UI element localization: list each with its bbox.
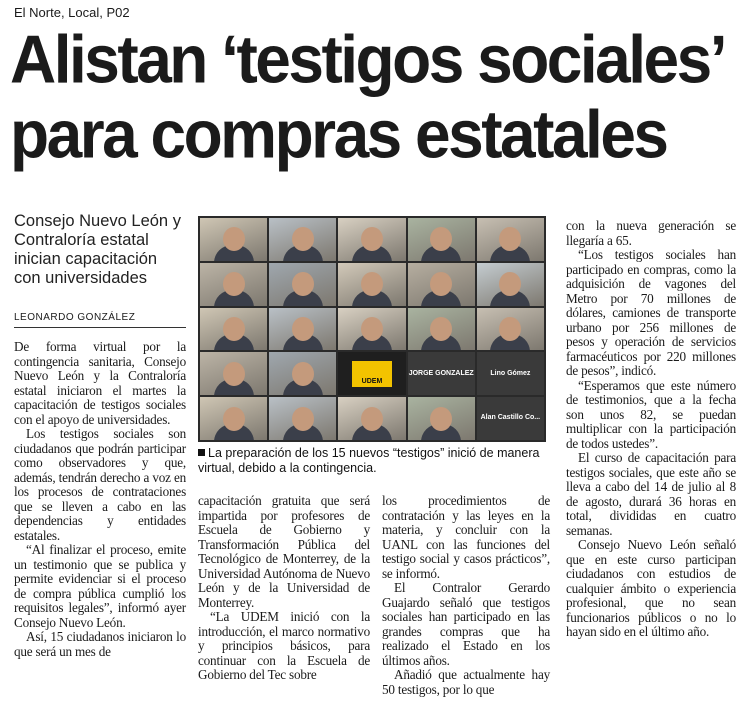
- deck-subheadline: Consejo Nuevo León y Contraloría estatal inician capacitación con universidades: [14, 212, 181, 287]
- paragraph: “Los testigos sociales han participado en compras, como la adquisición de vagones del Metro por 70 millones de dólares, camiones de transporte urbano por 256 millones de pesos y operación de servicios farmacéuticos por 220 millones de pesos”, indicó.: [566, 247, 736, 378]
- participant-tile: [269, 352, 336, 395]
- participant-tile: [477, 263, 544, 306]
- paragraph: “Al finalizar el proceso, emite un testimonio que se publica y permite evidenciar si el proceso de compra pública cumplió los requisitos legales”, informó ayer Consejo Nuevo León.: [14, 542, 186, 630]
- headline: Alistan ‘testigos sociales’ para compras estatales: [10, 20, 722, 173]
- participant-tile: [408, 308, 475, 351]
- paragraph: Así, 15 ciudadanos iniciaron lo que será un mes de: [14, 629, 186, 659]
- participant-tile: [200, 263, 267, 306]
- byline: LEONARDO GONZÁLEZ: [14, 312, 186, 328]
- participant-face: [223, 362, 245, 386]
- paragraph: los procedimientos de contratación y las leyes en la materia, y concluir con la UANL con las funciones del testigo social y casos prácticos”, se informó.: [382, 493, 550, 581]
- participant-tile: [269, 263, 336, 306]
- participant-face: [292, 407, 314, 431]
- participant-tile: [269, 397, 336, 440]
- participant-face: [430, 407, 452, 431]
- participant-face: [223, 317, 245, 341]
- participant-tile: [338, 308, 405, 351]
- participant-tile: [338, 397, 405, 440]
- paragraph: El Contralor Gerardo Guajardo señaló que testigos sociales han participado en las grandes compras que ha realizado el Estado en los últimos años.: [382, 580, 550, 668]
- paragraph: capacitación gratuita que será impartida por profesores de Escuela de Gobierno y Transformación Pública del Tecnológico de Monterrey, de la Universidad Autónoma de Nuevo León y de la Universidad de Monterrey.: [198, 493, 370, 610]
- participant-tile: [477, 397, 544, 440]
- participant-face: [223, 272, 245, 296]
- udem-logo: UDEM: [352, 361, 392, 387]
- participant-tile: [338, 263, 405, 306]
- participant-name-label: Lino Gómez: [490, 369, 531, 377]
- paragraph: El curso de capacitación para testigos sociales, que este año se lleva a cabo del 14 de julio al 8 de agosto, durará 36 horas en total, divididas en cuatro semanas.: [566, 450, 736, 538]
- participant-tile: [477, 218, 544, 261]
- participant-tile: [408, 218, 475, 261]
- paragraph: Consejo Nuevo León señaló que en este curso participan ciudadanos con estudios de cualquier ámbito o experiencia profesional, que no sean funcionarios públicos o no lo hayan sido en el último año.: [566, 537, 736, 639]
- participant-face: [292, 362, 314, 386]
- participant-tile: [408, 263, 475, 306]
- participant-tile: [200, 218, 267, 261]
- article-column-3: [382, 494, 550, 697]
- participant-name-label: Alan Castillo Co...: [480, 414, 541, 422]
- participant-tile: [200, 308, 267, 351]
- participant-tile: [200, 397, 267, 440]
- participant-face: [223, 407, 245, 431]
- paragraph: “La UDEM inició con la introducción, el marco normativo y principios básicos, para continuar con la Escuela de Gobierno del Tec sobre: [198, 609, 370, 682]
- participant-face: [292, 272, 314, 296]
- participant-tile: [477, 352, 544, 395]
- participant-tile: [477, 308, 544, 351]
- participant-tile: [338, 218, 405, 261]
- photo-caption: [198, 446, 546, 476]
- paragraph: Añadió que actualmente hay 50 testigos, por lo que: [382, 667, 550, 697]
- participant-tile: [338, 352, 405, 395]
- participant-tile: [269, 308, 336, 351]
- participant-face: [292, 227, 314, 251]
- source-line: El Norte, Local, P02: [14, 5, 130, 20]
- paragraph: Los testigos sociales son ciudadanos que podrán participar como observadores y que, además, tendrán derecho a voz en los procesos de contrataciones que se lleven a cabo en las dependencias y entidades estatales.: [14, 426, 186, 543]
- paragraph: “Esperamos que este número de testimonios, que a la fecha son unos 82, se puedan multiplicar con la participación de todos ustedes”.: [566, 377, 736, 451]
- participant-tile: [408, 352, 475, 395]
- participant-tile: [200, 352, 267, 395]
- paragraph: con la nueva generación se llegaría a 65.: [566, 218, 736, 248]
- participant-tile: [269, 218, 336, 261]
- video-call-photo: [198, 216, 546, 442]
- paragraph: De forma virtual por la contingencia sanitaria, Consejo Nuevo León y la Contraloría estatal iniciaron el martes la capacitación de testigos sociales con el apoyo de universidades.: [14, 339, 186, 427]
- participant-face: [292, 317, 314, 341]
- participant-tile: [408, 397, 475, 440]
- caption-marker-icon: [198, 449, 205, 456]
- participant-face: [361, 407, 383, 431]
- participant-name-label: JORGE GONZALEZ: [408, 369, 474, 377]
- caption-text: La preparación de los 15 nuevos “testigos” inició de manera virtual, debido a la contingencia.: [198, 446, 540, 475]
- participant-face: [361, 317, 383, 341]
- participant-face: [223, 227, 245, 251]
- article-column-1: [14, 340, 186, 659]
- participant-face: [361, 272, 383, 296]
- article-column-4: [566, 219, 736, 640]
- article-column-2: [198, 494, 370, 683]
